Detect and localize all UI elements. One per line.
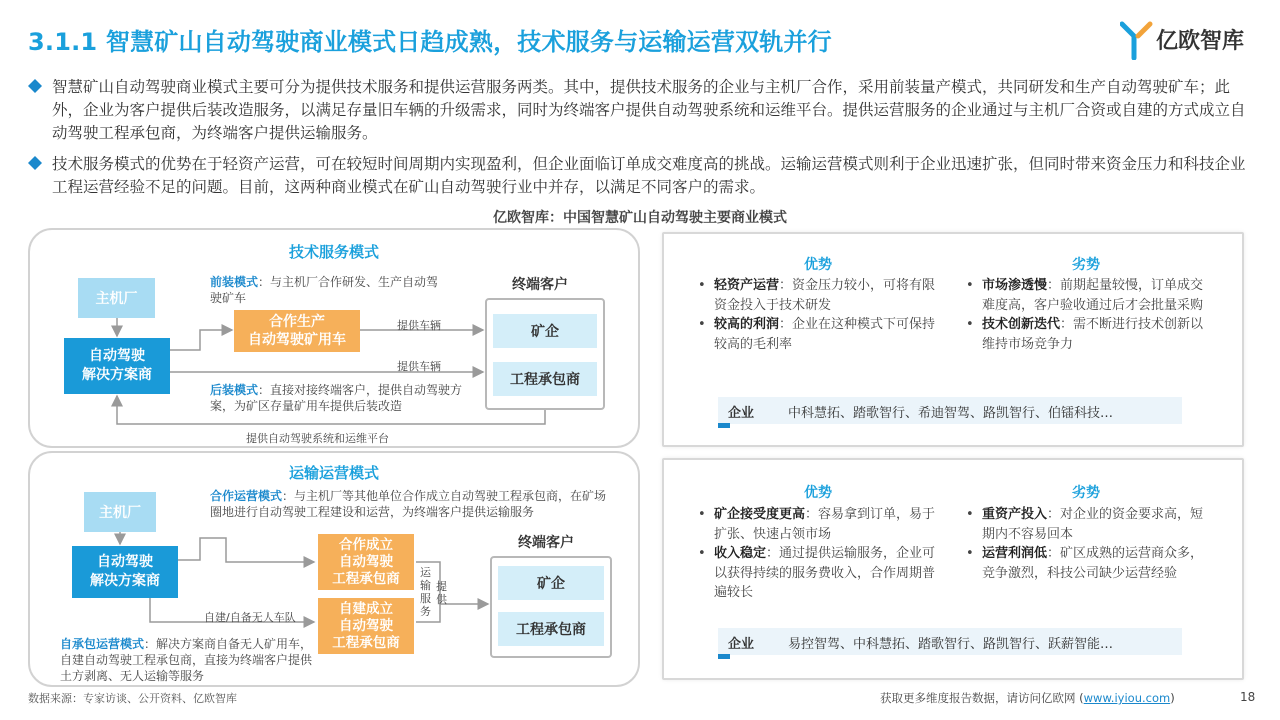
ops-customer-mining: 矿企 [498, 566, 604, 600]
iyiou-link[interactable]: www.iyiou.com [1083, 691, 1171, 705]
page-number: 18 [1240, 690, 1256, 704]
tech-adv-heading: 优势 [804, 257, 832, 273]
accent-mark [718, 423, 730, 428]
ops-solution-box: 自动驾驶 解决方案商 [72, 546, 178, 598]
ops-oem-box: 主机厂 [84, 492, 156, 532]
tech-customer-contractor: 工程承包商 [493, 362, 597, 396]
provide-label: 提供 [436, 580, 447, 606]
bullet-text: 智慧矿山自动驾驶商业模式主要可分为提供技术服务和提供运营服务两类。其中，提供技术服务的企业与主机厂合作，采用前装量产模式，共同研发和生产自动驾驶矿车；此外，企业为客户提供后装改造服务，以满足存量旧车辆的升级需求，同时为终端客户提供自动驾驶系统和运维平台。提供运营服务的企业通过与主机厂合资或自建的方式成立自动驾驶工程承包商，为终端客户提供运输服务。 [52, 78, 1246, 142]
item-key: 矿企接受度更高 [714, 507, 806, 522]
item-key: 技术创新迭代 [982, 317, 1061, 332]
item-key: 重资产投入 [982, 507, 1048, 522]
item-text: ：企业在这种模式下可保持较高的毛利率 [714, 317, 936, 352]
ops-customer-contractor: 工程承包商 [498, 612, 604, 646]
tech-customer-title: 终端客户 [512, 277, 568, 293]
page-title: 3.1.1 智慧矿山自动驾驶商业模式日趋成熟，技术服务与运输运营双轨并行 [28, 28, 832, 56]
list-item: • 市场渗透慢：前期起量较慢，订单成交难度高，客户验收通过后才会批量采购 [966, 278, 1204, 313]
figure-title: 亿欧智库：中国智慧矿山自动驾驶主要商业模式 [493, 210, 787, 226]
item-text: ：矿区成熟的运营商众多，竞争激烈，科技公司缺少运营经验 [982, 546, 1204, 581]
supply-vehicle-label-2: 提供车辆 [397, 360, 441, 373]
tech-model-title: 技术服务模式 [288, 243, 379, 261]
coop-label: 合作运营模式 [210, 489, 283, 503]
ops-self-contractor-box: 自建成立 自动驾驶 工程承包商 [318, 598, 414, 654]
item-text: ：容易拿到订单，易于扩张、快速占领市场 [714, 507, 936, 542]
list-item: • 矿企接受度更高：容易拿到订单，易于扩张、快速占领市场 [698, 507, 936, 542]
tech-solution-box: 自动驾驶 解决方案商 [64, 338, 170, 394]
tech-retrofit-note [210, 382, 470, 414]
prefit-label: 前装模式 [210, 275, 259, 289]
item-key: 较高的利润 [714, 317, 780, 332]
tech-dis-list [966, 276, 1206, 354]
tech-company-bar [718, 397, 1182, 424]
ops-model-title: 运输运营模式 [288, 464, 379, 482]
platform-label: 提供自动驾驶系统和运维平台 [246, 432, 389, 445]
coop-text: ：与主机厂等其他单位合作成立自动驾驶工程承包商，在矿场圈地进行自动驾驶工程建设和运营，为终端客户提供运输服务 [210, 489, 607, 519]
retrofit-text: ：直接对接终端客户，提供自动驾驶方案，为矿区存量矿用车提供后装改造 [210, 383, 463, 413]
tech-dis-heading: 劣势 [1072, 257, 1100, 273]
item-text: ：对企业的资金要求高，短期内不容易回本 [982, 507, 1204, 542]
list-item: • 收入稳定：通过提供运输服务，企业可以获得持续的服务费收入，合作周期普遍较长 [698, 546, 936, 600]
data-source: 数据来源：专家访谈、公开资料、亿欧智库 [28, 692, 237, 705]
footer-more [880, 690, 1175, 706]
item-key: 收入稳定 [714, 546, 767, 561]
list-item: • 轻资产运营：资金压力较小，可将有限资金投入于技术研发 [698, 278, 936, 313]
company-label: 企业 [728, 406, 755, 421]
logo-text: 亿欧智库 [1156, 29, 1245, 54]
ops-adv-heading: 优势 [804, 485, 832, 501]
item-text: ：通过提供运输服务，企业可以获得持续的服务费收入，合作周期普遍较长 [714, 546, 936, 600]
item-text: ：需不断进行技术创新以维持市场竞争力 [982, 317, 1204, 352]
company-names: 易控智驾、中科慧拓、踏歌智行、路凯智行、跃薪智能… [788, 637, 1114, 652]
tech-prefit-note [210, 274, 450, 306]
ops-self-note [60, 636, 318, 684]
accent-mark [718, 654, 730, 659]
item-key: 运营利润低 [982, 546, 1048, 561]
bullet-text: 技术服务模式的优势在于轻资产运营，可在较短时间周期内实现盈利，但企业面临订单成交难度高的挑战。运输运营模式则利于企业迅速扩张，但同时带来资金压力和科技企业工程运营经验不足的问题。目前，这两种商业模式在矿山自动驾驶行业中并存，以满足不同客户的需求。 [52, 155, 1246, 196]
tech-oem-box: 主机厂 [78, 278, 155, 318]
item-key: 轻资产运营 [714, 278, 780, 293]
list-item: • 重资产投入：对企业的资金要求高，短期内不容易回本 [966, 507, 1204, 542]
footer-prefix: 获取更多维度报告数据，请访问亿欧网 ( [880, 691, 1084, 705]
ops-joint-contractor-box: 合作成立 自动驾驶 工程承包商 [318, 534, 414, 590]
item-text: ：资金压力较小，可将有限资金投入于技术研发 [714, 278, 936, 313]
tech-adv-list [698, 276, 942, 354]
tech-customer-mining: 矿企 [493, 314, 597, 348]
company-names: 中科慧拓、踏歌智行、希迪智驾、路凯智行、伯镭科技… [788, 406, 1114, 421]
ops-dis-heading: 劣势 [1072, 485, 1100, 501]
transport-label: 运输服务 [420, 566, 431, 618]
list-item: • 较高的利润：企业在这种模式下可保持较高的毛利率 [698, 317, 936, 352]
supply-vehicle-label-1: 提供车辆 [397, 319, 441, 332]
list-item: • 技术创新迭代：需不断进行技术创新以维持市场竞争力 [966, 317, 1204, 352]
company-label: 企业 [728, 637, 755, 652]
item-key: 市场渗透慢 [982, 278, 1048, 293]
list-item: • 运营利润低：矿区成熟的运营商众多，竞争激烈，科技公司缺少运营经验 [966, 546, 1204, 581]
ops-adv-list [698, 505, 944, 603]
ops-dis-list [966, 505, 1210, 583]
ops-coop-note [210, 488, 612, 520]
item-text: ：前期起量较慢，订单成交难度高，客户验收通过后才会批量采购 [982, 278, 1204, 313]
retrofit-label: 后装模式 [210, 383, 259, 397]
self-label: 自承包运营模式 [60, 637, 145, 651]
prefit-text: ：与主机厂合作研发、生产自动驾驶矿车 [210, 275, 439, 305]
footer-suffix: ) [1170, 691, 1175, 705]
tech-coproduction-box: 合作生产 自动驾驶矿用车 [234, 310, 360, 352]
ops-customer-title: 终端客户 [518, 535, 574, 551]
ops-company-bar [718, 628, 1182, 655]
self-text: ：解决方案商自备无人矿用车，自建自动驾驶工程承包商，直接为终端客户提供土方剥离、无人运输等服务 [60, 637, 313, 683]
fleet-label: 自建/自备无人车队 [204, 611, 296, 624]
